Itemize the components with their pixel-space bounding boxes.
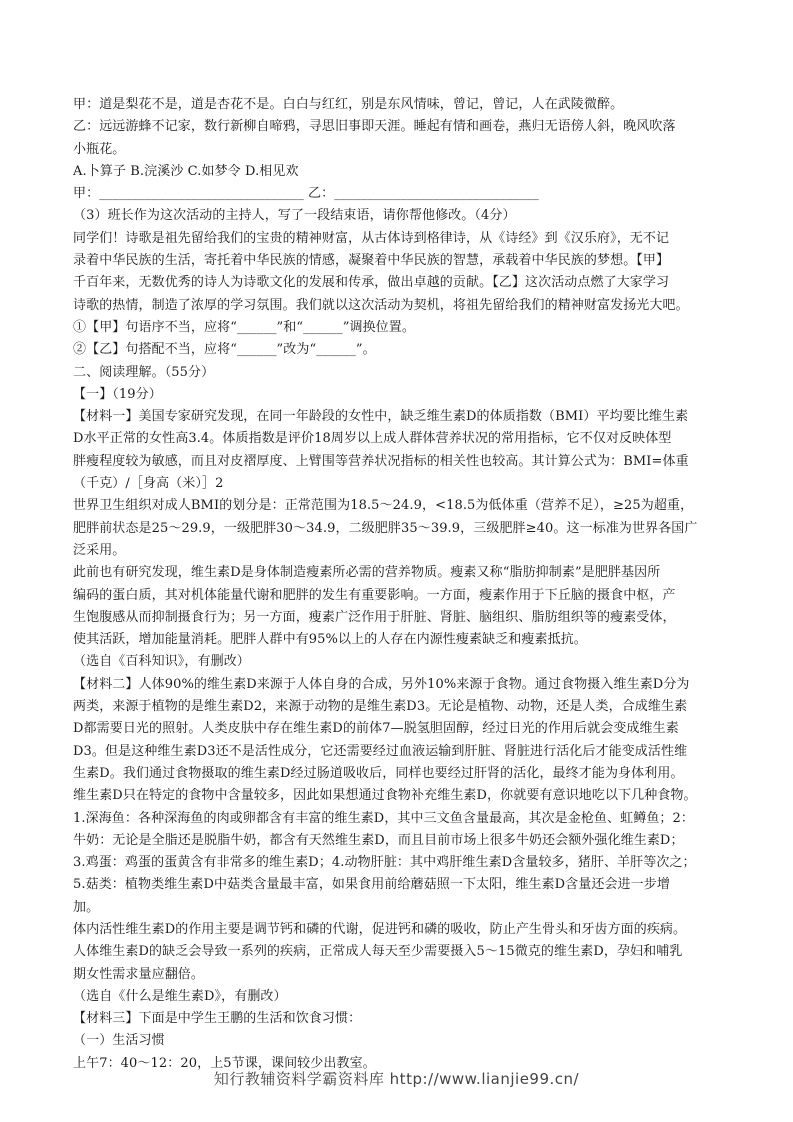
text-line: （选自《百科知识》，有删改） [73, 654, 250, 670]
text-line: ①【甲】句语序不当，应将“______”和“______”调换位置。 [73, 319, 415, 335]
text-line: 生饱腹感从而抑制摄食行为；另一方面，瘦素广泛作用于肝脏、肾脏、脑组织、脂肪组织等的瘦素受体， [73, 609, 676, 625]
text-line: （千克）/［身高（米）］2 [73, 476, 224, 492]
text-line: 胖瘦程度较为敏感，而且对皮褶厚度、上臂围等营养状况指标的相关性也较高。其计算公式为：BMI=体重 [73, 453, 689, 469]
text-line: 同学们！诗歌是祖先留给我们的宝贵的精神财富，从古体诗到格律诗，从《诗经》到《汉乐府》，无不记 [73, 230, 670, 246]
document-body [73, 94, 725, 1075]
text-line: 甲：道是梨花不是，道是杏花不是。白白与红红，别是东风情味，曾记，曾记，人在武陵微醉。 [73, 97, 624, 112]
text-line: （选自《什么是维生素D》，有删改） [73, 988, 287, 1004]
text-line: 【材料二】人体90%的维生素D来源于人体自身的合成，另外10%来源于食物。通过食物摄入维生素D分为 [73, 676, 690, 692]
text-line: D都需要日光的照射。人类皮肤中存在维生素D的前体7—脱氢胆固醇，经过日光的作用后就会变成维生素 [73, 721, 679, 737]
text-line: 编码的蛋白质，其对机体能量代谢和肥胖的发生有重要影响。一方面，瘦素作用于下丘脑的摄食中枢，产 [73, 587, 676, 603]
text-line: 【材料三】下面是中学生王鹏的生活和饮食习惯： [73, 1011, 362, 1027]
text-line: ②【乙】句搭配不当，应将“______”改为“______”。 [73, 342, 376, 358]
text-line: 上午7：40～12：20，上5节课，课间较少出教室。 [73, 1055, 376, 1071]
text-line: 两类，来源于植物的是维生素D2，来源于动物的是维生素D3。无论是植物、动物，还是人类，合成维生素 [73, 699, 688, 715]
text-line: 体内活性维生素D的作用主要是调节钙和磷的代谢，促进钙和磷的吸收，防止产生骨头和牙齿方面的疾病。 [73, 921, 687, 937]
text-line: 小瓶花。 [73, 141, 126, 157]
text-line: 泛采用。 [73, 542, 126, 558]
text-line: 维生素D只在特定的食物中含量较多，因此如果想通过食物补充维生素D，你就要有意识地吃以下几种食物。 [73, 788, 697, 804]
text-line: 二、阅读理解。（55分） [73, 364, 215, 380]
text-line: （3）班长作为这次活动的主持人，写了一段结束语，请你帮他修改。（4分） [73, 208, 516, 224]
text-line: 使其活跃，增加能量消耗。肥胖人群中有95%以上的人存在内源性瘦素缺乏和瘦素抵抗。 [73, 632, 587, 648]
text-line: 【一】（19分） [73, 386, 162, 402]
text-line: D3。但是这种维生素D3还不是活性成分，它还需要经过血液运输到肝脏、肾脏进行活化后才能变成活性维 [73, 743, 688, 759]
text-line: 诗歌的热情，制造了浓厚的学习氛围。我们就以这次活动为契机，将祖先留给我们的精神财富发扬光大吧。 [73, 297, 689, 313]
text-line: 生素D。我们通过食物摄取的维生素D经过肠道吸收后，同样也要经过肝肾的活化，最终才能为身体利用。 [73, 765, 684, 781]
text-line: 录着中华民族的生活，寄托着中华民族的情感，凝聚着中华民族的智慧，承载着中华民族的梦想。【甲】 [73, 253, 670, 269]
text-line: 甲：_______________________________ 乙：_______________________________ [73, 186, 539, 202]
text-line: 【材料一】美国专家研究发现，在同一年龄段的女性中，缺乏维生素D的体质指数（BMI）平均要比维生素 [73, 409, 689, 425]
text-line: （一）生活习惯 [73, 1033, 165, 1049]
text-line: 3.鸡蛋：鸡蛋的蛋黄含有非常多的维生素D；4.动物肝脏：其中鸡肝维生素D含量较多，猪肝、羊肝等次之； [73, 855, 696, 871]
text-line: 此前也有研究发现，维生素D是身体制造瘦素所必需的营养物质。瘦素又称“脂肪抑制素”是肥胖基因所 [73, 565, 661, 581]
text-line: 世界卫生组织对成人BMI的划分是：正常范围为18.5～24.9，<18.5为低体重（营养不足），≥25为超重， [73, 498, 694, 514]
text-line: 5.菇类：植物类维生素D中菇类含量最丰富，如果食用前给蘑菇照一下太阳，维生素D含量还会进一步增 [73, 877, 670, 893]
footer-watermark: 知行教辅资料学霸资料库 http://www.lianjie99.cn/ [213, 1070, 580, 1088]
text-line: 加。 [73, 899, 100, 915]
text-line: 乙：远远游蜂不记家，数行新柳自啼鸦，寻思旧事即天涯。睡起有情和画卷，燕归无语傍人斜，晚风吹落 [73, 119, 676, 135]
text-line: 1.深海鱼：各种深海鱼的肉或卵都含有丰富的维生素D，其中三文鱼含量最高，其次是金枪鱼、虹鳟鱼；2： [73, 810, 694, 826]
text-line: 牛奶：无论是全脂还是脱脂牛奶，都含有天然维生素D，而且目前市场上很多牛奶还会额外强化维生素D； [73, 832, 684, 848]
text-line: 肥胖前状态是25～29.9，一级肥胖30～34.9，二级肥胖35～39.9，三级肥胖≥40。这一标准为世界各国广 [73, 520, 698, 536]
text-line: 千百年来，无数优秀的诗人为诗歌文化的发展和传承，做出卓越的贡献。【乙】这次活动点燃了大家学习 [73, 275, 670, 291]
text-line: A.卜算子 B.浣溪沙 C.如梦令 D.相见欢 [73, 163, 299, 179]
text-line: D水平正常的女性高3.4。体质指数是评价18周岁以上成人群体营养状况的常用指标，它不仅对反映体型 [73, 431, 672, 447]
text-line: 期女性需求量应翻倍。 [73, 966, 205, 982]
text-line: 人体维生素D的缺乏会导致一系列的疾病，正常成人每天至少需要摄入5～15微克的维生素D，孕妇和哺乳 [73, 944, 683, 960]
